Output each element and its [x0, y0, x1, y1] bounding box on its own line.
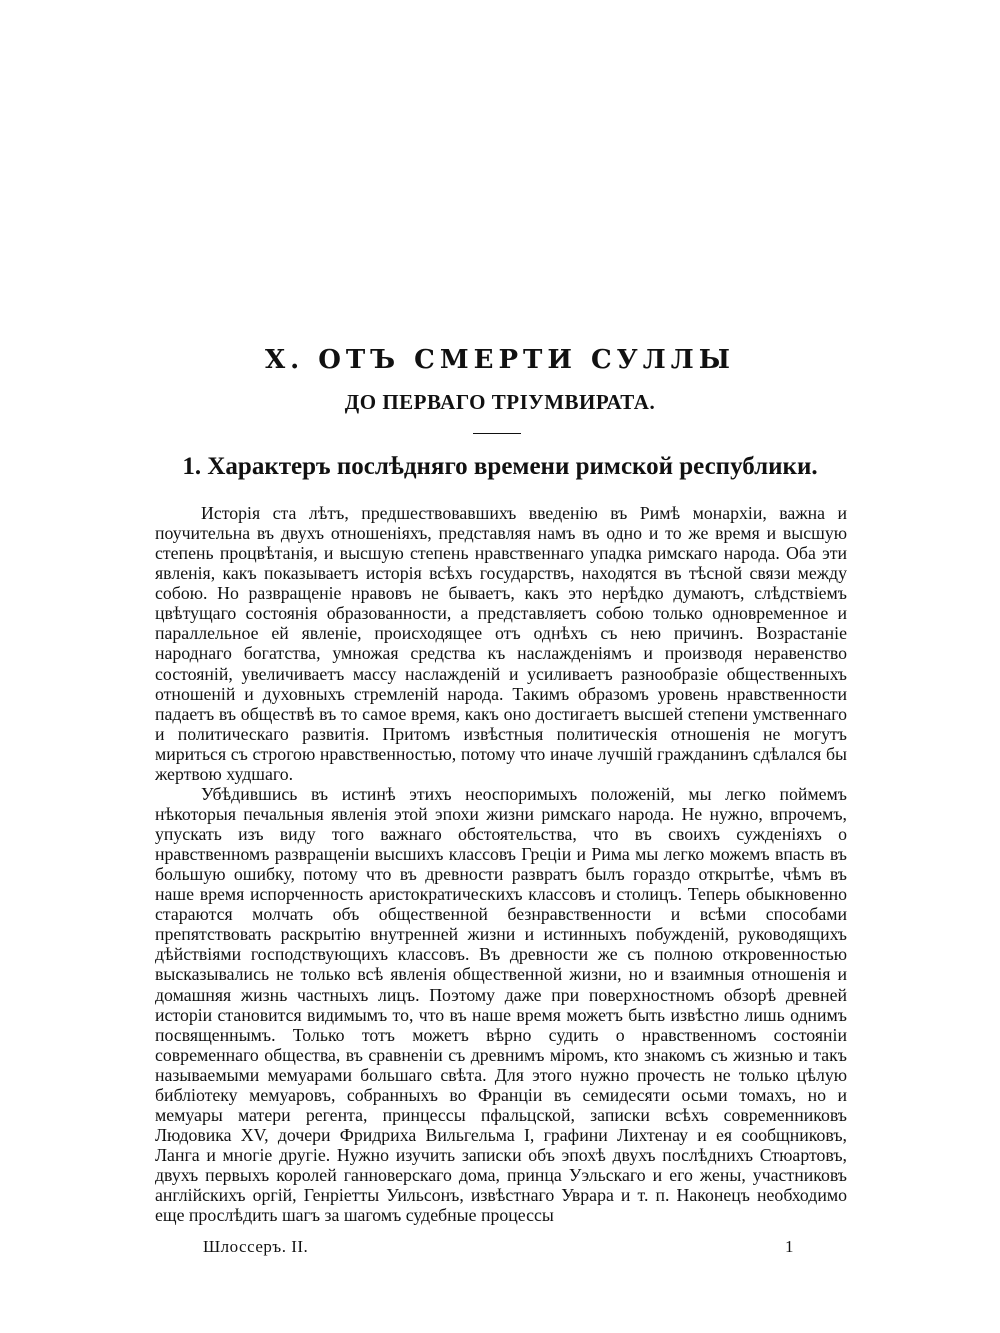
paragraph-2: Убѣдившись въ истинѣ этихъ неоспоримыхъ положеній, мы легко поймемъ нѣкоторыя печальныя явленія этой эпохи жизни римскаго народа. Не нужно, впрочемъ, упускать изъ виду того важнаго обстоятельства, что въ своихъ сужденіяхъ о нравственномъ развращеніи высшихъ классовъ Греціи и Рима мы легко можемъ впасть въ большую ошибку, потому что въ древности развратъ былъ гораздо открытѣе, чѣмъ въ наше время испорченность аристократическихъ классовъ и столицъ. Теперь обыкновенно стараются молчать объ общественной безнравственности и всѣми способами препятствовать раскрытію внутренней жизни и истинныхъ побужденій, руководящихъ дѣйствіями господствующихъ классовъ. Въ древности же съ полною откровенностью высказывались не только всѣ явленія общественной жизни, но и взаимныя отношенія и домашняя жизнь частныхъ лицъ. Поэтому даже при поверхностномъ обзорѣ древней исторіи становится видимымъ то, что въ наше время можетъ быть извѣстно лишь однимъ посвященнымъ. Только тотъ можетъ вѣрно судить о нравственномъ состояніи современнаго общества, въ сравненіи съ древнимъ міромъ, кто знакомъ съ жизнью и такъ называемыми мемуарами большаго свѣта. Для этого нужно прочесть не только цѣлую библіотеку мемуаровъ, собранныхъ во Франціи въ семидесяти осьми томахъ, но и мемуары матери регента, принцессы пфальцской, записки всѣхъ современниковъ Людовика XV, дочери Фридриха Вильгельма I, графини Лихтенау и ея сообщниковъ, Ланга и многіе другіе. Нужно изучить записки объ эпохѣ двухъ послѣднихъ Стюартовъ, двухъ первыхъ королей ганноверскаго дома, принца Уэльскаго и его жены, участниковъ англійскихъ оргій, Генріетты Уильсонъ, извѣстнаго Уврара и т. п. Наконецъ необходимо еще прослѣдить шагъ за шагомъ судебные процессы	[155, 783, 847, 1226]
paragraph-1: Исторія ста лѣтъ, предшествовавшихъ введенію въ Римѣ монархіи, важна и поучительна въ двухъ отношеніяхъ, представляя намъ въ одно и то же время и высшую степень процвѣтанія, и высшую степень нравственнаго упадка римскаго народа. Оба эти явленія, какъ показываетъ исторія всѣхъ государствъ, находятся въ тѣсной связи между собою. Но развращеніе нравовъ не бываетъ, какъ это нерѣдко думаютъ, слѣдствіемъ цвѣтущаго состоянія образованности, а представляетъ собою только одновременное и параллельное ей явленіе, происходящее отъ однѣхъ съ нею причинъ. Возрастаніе народнаго богатства, умножая средства къ наслажденіямъ и производя неравенство состояній, увеличиваетъ массу наслажденій и усиливаетъ разнообразіе общественныхъ отношеній и духовныхъ стремленій народа. Такимъ образомъ уровень нравственности падаетъ въ обществѣ въ то самое время, какъ оно достигаетъ высшей степени умственнаго и политическаго развитія. Притомъ извѣстныя политическія отношенія не могутъ мириться съ строгою нравственностью, потому что иначе лучшій гражданинъ сдѣлался бы жертвою худшаго.	[155, 503, 847, 784]
chapter-title: X. ОТЪ СМЕРТИ СУЛЛЫ	[264, 345, 736, 375]
page-footer	[155, 1237, 847, 1261]
page-number: 1	[785, 1237, 794, 1256]
title-divider	[473, 433, 521, 434]
body-text	[155, 503, 847, 1225]
footer-signature: Шлоссеръ. II.	[203, 1237, 309, 1256]
section-heading: 1. Характеръ послѣдняго времени римской республики.	[182, 453, 818, 480]
chapter-subtitle: ДО ПЕРВАГО ТРІУМВИРАТА.	[344, 390, 656, 414]
